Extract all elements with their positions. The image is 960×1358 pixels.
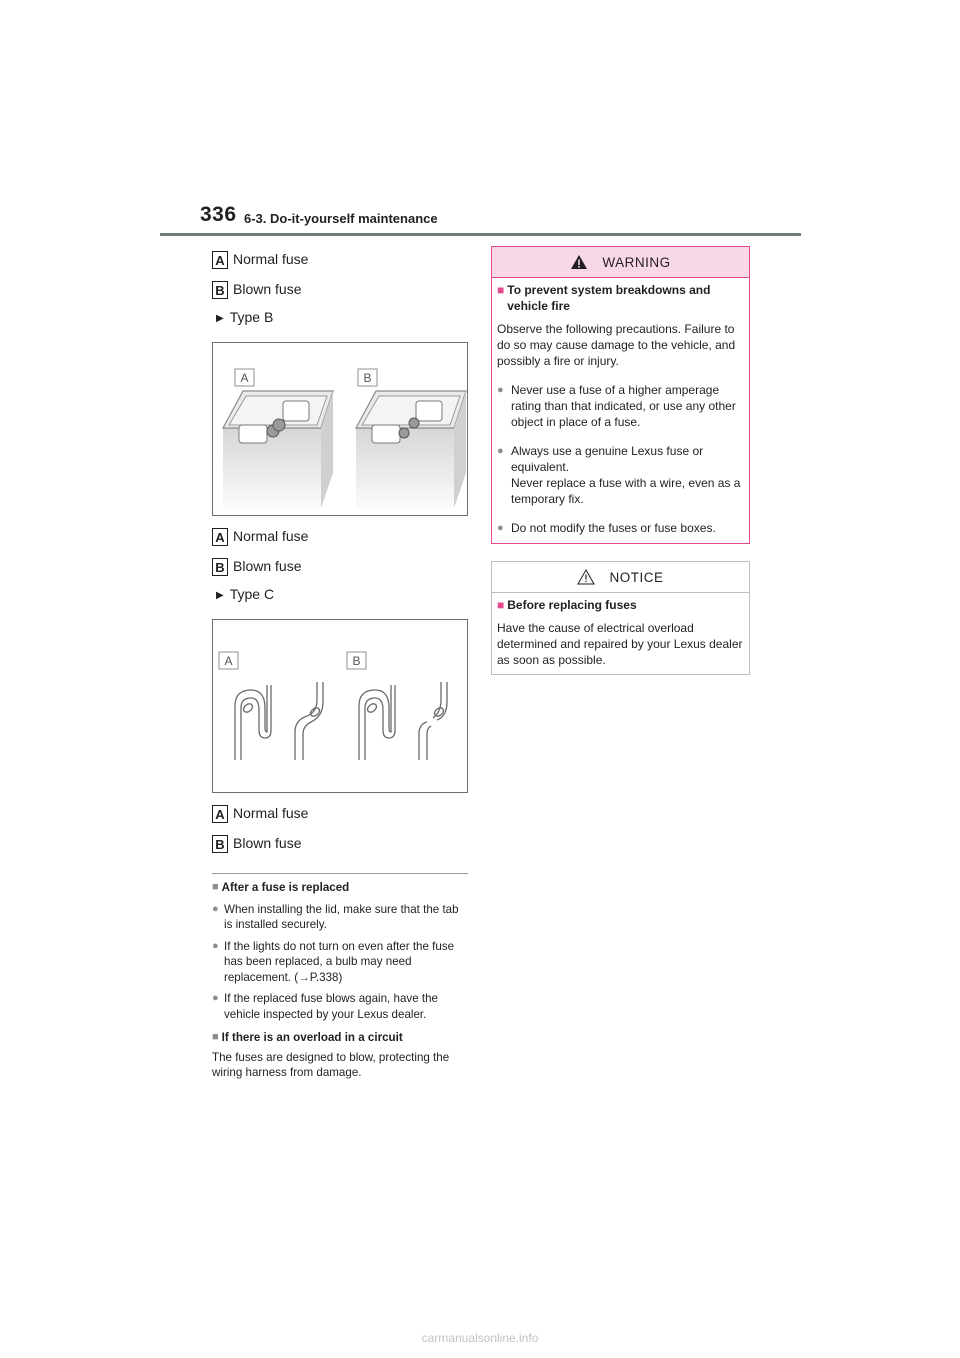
triangle-icon: ▶ [216, 313, 224, 324]
blown-fuse-drawing [359, 682, 447, 760]
type-b-title: Type B [229, 309, 274, 325]
square-bullet-icon: ■ [212, 1031, 219, 1043]
list-item [212, 939, 468, 986]
label-text: Normal fuse [233, 805, 309, 821]
square-bullet-icon: ■ [497, 283, 505, 297]
callout-a: A [224, 654, 233, 668]
notes-paragraph: The fuses are designed to blow, protecting the wiring harness from damage. [212, 1050, 450, 1079]
notes-heading: ■ After a fuse is replaced [212, 881, 350, 894]
badge-a: A [212, 251, 228, 269]
list-item: ● Do not modify the fuses or fuse boxes. [497, 521, 716, 535]
callout-b: B [352, 654, 361, 668]
notice-title: NOTICE [609, 569, 664, 585]
type-c-title: Type C [229, 586, 275, 602]
type-b-heading [216, 309, 273, 325]
warning-box [491, 246, 750, 544]
fuse-illustration-type-b [213, 343, 467, 515]
normal-fuse-drawing [235, 682, 323, 760]
notes-heading: ■ If there is an overload in a circuit [212, 1031, 403, 1044]
warning-header [492, 247, 749, 278]
figure-type-b [212, 342, 468, 516]
label-blown-fuse [212, 279, 302, 299]
warning-title: WARNING [602, 254, 671, 270]
label-text: Blown fuse [233, 281, 302, 297]
dot-bullet-icon: ● [212, 939, 219, 952]
badge-b: B [212, 835, 228, 853]
notice-heading: ■ Before replacing fuses [497, 598, 637, 612]
triangle-icon: ▶ [216, 590, 224, 601]
list-item: ● When installing the lid, make sure that the tab is installed securely. [212, 902, 459, 931]
notes-divider [212, 873, 468, 874]
notes-section [212, 873, 468, 1081]
badge-a: A [212, 528, 228, 546]
square-bullet-icon: ■ [497, 598, 505, 612]
badge-b: B [212, 558, 228, 576]
blown-fuse-drawing [356, 391, 466, 508]
warning-triangle-icon [570, 254, 588, 270]
dot-bullet-icon: ● [497, 384, 504, 396]
label-blown-fuse [212, 556, 302, 576]
list-item: ● If the replaced fuse blows again, have the vehicle inspected by your Lexus dealer. [212, 992, 438, 1021]
figure-type-c [212, 619, 468, 793]
label-blown-fuse [212, 833, 302, 853]
watermark: carmanualsonline.info [421, 1331, 539, 1345]
label-normal-fuse [212, 526, 309, 546]
fuse-illustration-type-c [213, 620, 467, 792]
callout-a: A [240, 371, 249, 385]
label-text: Normal fuse [233, 251, 309, 267]
page-number: 336 [200, 203, 237, 226]
callout-b: B [363, 371, 372, 385]
label-text: Blown fuse [233, 835, 302, 851]
notice-header [492, 562, 749, 593]
dot-bullet-icon: ● [212, 902, 219, 915]
list-item: ● Always use a genuine Lexus fuse or equivalent. Never replace a fuse with a wire, even as a temporary fix. [497, 444, 741, 506]
label-normal-fuse [212, 249, 309, 269]
badge-b: B [212, 281, 228, 299]
warning-heading: ■ To prevent system breakdowns and vehicle fire [497, 283, 711, 313]
section-title: 6-3. Do-it-yourself maintenance [244, 211, 438, 226]
dot-bullet-icon: ● [212, 992, 219, 1004]
list-item: ● Never use a fuse of a higher amperage rating than that indicated, or use any other object in place of a fuse. [497, 383, 736, 429]
warning-intro: Observe the following precautions. Failure to do so may cause damage to the vehicle, and possibly a fire or injury. [497, 322, 736, 368]
page-reference-link[interactable]: If the lights do not turn on even after the fuse has been replaced, a bulb may need replacement. (→P.338) [224, 939, 455, 984]
dot-bullet-icon: ● [497, 522, 504, 534]
badge-a: A [212, 805, 228, 823]
type-c-heading [216, 586, 274, 602]
label-text: Normal fuse [233, 528, 309, 544]
caution-triangle-icon [577, 569, 595, 585]
notice-body [492, 593, 749, 668]
warning-body [492, 278, 749, 536]
dot-bullet-icon: ● [497, 445, 504, 457]
label-text: Blown fuse [233, 558, 302, 574]
label-normal-fuse [212, 803, 309, 823]
notice-box [491, 561, 750, 675]
square-bullet-icon: ■ [212, 881, 219, 893]
normal-fuse-drawing [223, 391, 333, 508]
notice-text: Have the cause of electrical overload determined and repaired by your Lexus dealer as soon as possible. [497, 621, 743, 667]
header-rule [160, 233, 801, 236]
